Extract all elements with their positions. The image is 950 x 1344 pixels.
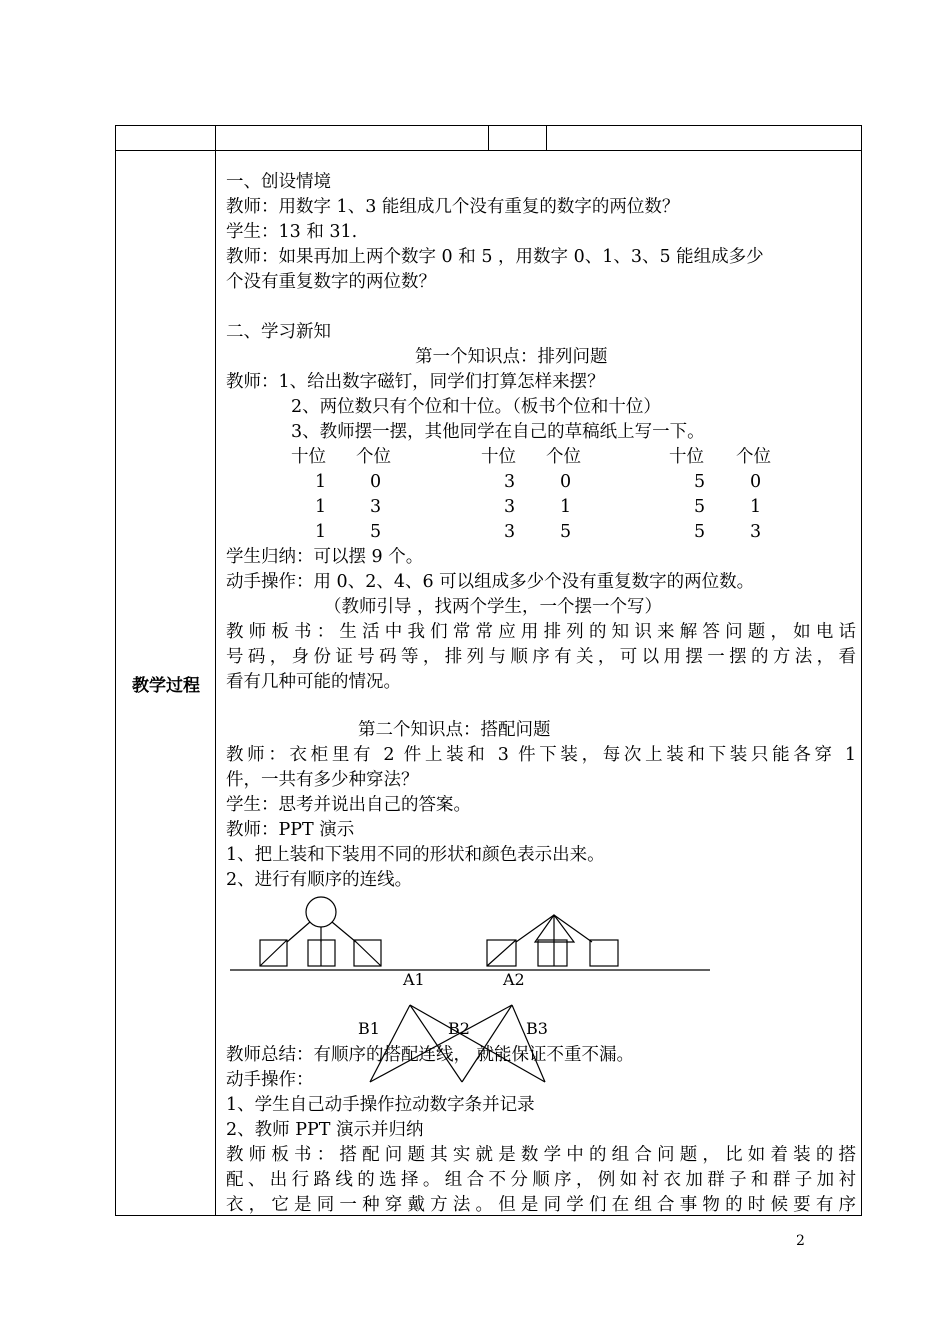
digit: 1 (315, 522, 327, 542)
digit: 5 (694, 497, 706, 517)
point2-line: 件，一共有多少种穿法？ (226, 770, 419, 790)
section1-line: 教师：如果再加上两个数字 0 和 5 ，用数字 0、1、3、5 能组成多少 (226, 247, 764, 267)
digit: 0 (370, 472, 382, 492)
teacher-line: 2、两位数只有个位和十位。（板书个位和十位） (291, 397, 661, 417)
label-b1: B1 (358, 1019, 380, 1038)
label-b3: B3 (526, 1019, 548, 1038)
point2-line: 学生：思考并说出自己的答案。 (226, 795, 471, 815)
page-number: 2 (796, 1233, 805, 1249)
circle-shape (306, 897, 336, 927)
section1-heading: 一、创设情境 (226, 172, 331, 192)
digit: 3 (504, 497, 516, 517)
teacher-line: 教师：1、给出数字磁钉，同学们打算怎样来摆？ (226, 372, 605, 392)
digit: 5 (370, 522, 382, 542)
label-b2: B2 (448, 1019, 470, 1038)
section1-line: 教师：用数字 1、3 能组成几个没有重复的数字的两位数？ (226, 197, 680, 217)
section2-heading: 二、学习新知 (226, 322, 331, 342)
digit: 1 (560, 497, 572, 517)
digit: 3 (504, 472, 516, 492)
point2-line: 教师：衣柜里有 2 件上装和 3 件下装，每次上装和下装只能各穿 1 (226, 745, 856, 765)
closing-line: 1、学生自己动手操作拉动数字条并记录 (226, 1095, 535, 1115)
digit: 3 (750, 522, 762, 542)
digit: 5 (694, 472, 706, 492)
summary-line: （教师引导 ，找两个学生，一个摆一个写） (324, 597, 663, 617)
point2-line: 教师：PPT 演示 (226, 820, 355, 840)
header-ones: 个位 (356, 447, 391, 467)
closing-line: 2、教师 PPT 演示并归纳 (226, 1120, 424, 1140)
square-shape (590, 940, 618, 966)
closing-line: 配、出行路线的选择。组合不分顺序，例如衬衣加群子和群子加衬 (226, 1170, 856, 1190)
teacher-line: 3、教师摆一摆，其他同学在自己的草稿纸上写一下。 (291, 422, 705, 442)
header-tens: 十位 (481, 447, 516, 467)
digit: 0 (560, 472, 572, 492)
section1-line: 个没有重复数字的两位数？ (226, 272, 436, 292)
square-shape (538, 940, 567, 966)
point2-title: 第二个知识点：搭配问题 (358, 720, 551, 740)
label-a1: A1 (403, 970, 425, 989)
closing-line: 教师总结：有顺序的搭配连线， 就能保证不重不漏。 (226, 1045, 635, 1065)
header-ones: 个位 (546, 447, 581, 467)
point2-line: 2、进行有顺序的连线。 (226, 870, 413, 890)
digit: 3 (504, 522, 516, 542)
digit: 5 (694, 522, 706, 542)
closing-line: 教师板书：搭配问题其实就是数学中的组合问题，比如着装的搭 (226, 1145, 856, 1165)
summary-line: 教师板书：生活中我们常常应用排列的知识来解答问题，如电话 (226, 622, 856, 642)
digit: 1 (315, 472, 327, 492)
closing-line: 动手操作： (226, 1070, 314, 1090)
digit: 1 (750, 497, 762, 517)
summary-line: 号码，身份证号码等，排列与顺序有关，可以用摆一摆的方法，看 (226, 647, 856, 667)
summary-line: 看有几种可能的情况。 (226, 672, 401, 692)
label-a2: A2 (503, 970, 525, 989)
header-tens: 十位 (669, 447, 704, 467)
summary-line: 动手操作：用 0、2、4、6 可以组成多少个没有重复数字的两位数。 (226, 572, 755, 592)
closing-line: 衣，它是同一种穿戴方法。但是同学们在组合事物的时候要有序 (226, 1195, 856, 1215)
row-label: 教学过程 (132, 675, 200, 696)
digit: 3 (370, 497, 382, 517)
header-tens: 十位 (291, 447, 326, 467)
point2-line: 1、把上装和下装用不同的形状和颜色表示出来。 (226, 845, 605, 865)
header-ones: 个位 (736, 447, 771, 467)
section1-line: 学生：13 和 31. (226, 222, 358, 242)
point1-title: 第一个知识点：排列问题 (415, 347, 608, 367)
summary-line: 学生归纳：可以摆 9 个。 (226, 547, 424, 567)
digit: 0 (750, 472, 762, 492)
digit: 5 (560, 522, 572, 542)
digit: 1 (315, 497, 327, 517)
